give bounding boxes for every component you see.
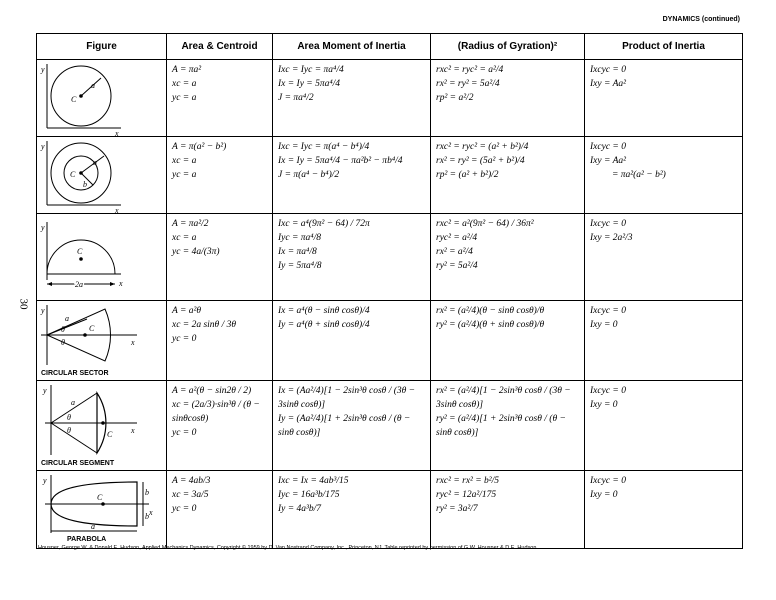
area-centroid-cell: [167, 471, 273, 549]
centroid-label: C: [71, 95, 77, 104]
formula-rxc: rxc² = ryc² = (a² + b²)/4: [436, 142, 529, 152]
product-cell: [585, 471, 743, 549]
figure-circular-sector: [37, 301, 167, 381]
gyration-cell: [431, 214, 585, 301]
formula-ixy: Ixy = 0: [590, 400, 618, 410]
table-row-parabola: [37, 471, 743, 549]
angle-lower-label: θ: [61, 338, 65, 347]
formula-xc: xc = a: [172, 233, 197, 243]
formula-ixcyc: Ixcyc = 0: [590, 65, 626, 75]
centroid-label: C: [107, 430, 113, 439]
formula-area: A = a²θ: [172, 306, 202, 316]
figure-semicircle: [37, 214, 167, 301]
formula-rxc: rxc² = ryc² = a²/4: [436, 65, 504, 75]
formula-iyc: Iyc = 16a³b/175: [278, 490, 340, 500]
table-row-circular-sector: [37, 301, 743, 381]
half-height-upper-label: b: [145, 488, 149, 497]
formula-ry: ry² = (a²/4)(θ + sinθ cosθ)/θ: [436, 320, 545, 330]
formula-xc: xc = 2a sinθ / 3θ: [172, 320, 237, 330]
col-header-radius-of-gyration: (Radius of Gyration)²: [431, 34, 585, 60]
axis-x-label: x: [115, 206, 119, 213]
gyration-cell: [431, 60, 585, 137]
section-header: DYNAMICS (continued): [662, 16, 740, 23]
gyration-cell: [431, 381, 585, 471]
segment-diagram: [37, 381, 167, 459]
annulus-diagram: [37, 137, 167, 213]
col-header-product-of-inertia: Product of Inertia: [585, 34, 743, 60]
centroid-label: C: [97, 493, 103, 502]
formula-ry: ry² = 5a²/4: [436, 261, 478, 271]
axis-x-label: x: [149, 508, 153, 517]
area-centroid-cell: [167, 137, 273, 214]
axis-y-label: y: [41, 223, 45, 232]
outer-radius-label: a: [93, 158, 97, 167]
formula-ix: Ix = πa⁴/8: [278, 247, 317, 257]
gyration-cell: [431, 301, 585, 381]
formula-ix: Ix = Iy = 5πa⁴/4 − πa²b² − πb⁴/4: [278, 156, 403, 166]
axis-x-label: x: [131, 426, 135, 435]
page-number: 30: [17, 298, 30, 310]
formula-ix: Ix = Iy = 5πa⁴/4: [278, 79, 341, 89]
product-cell: [585, 301, 743, 381]
formula-ix: Ix = (Aa²/4)[1 − 2sin³θ cosθ / (3θ − 3sinθ cosθ)]: [278, 386, 416, 410]
formula-ixy: Ixy = Aa²: [590, 79, 626, 89]
angle-lower-label: θ: [67, 426, 71, 435]
radius-label: a: [65, 314, 69, 323]
product-cell: [585, 381, 743, 471]
formula-yc: yc = 4a/(3π): [172, 247, 220, 257]
formula-ixc: Ixc = a⁴(9π² − 64) / 72π: [278, 219, 370, 229]
formula-ixc: Ixc = Iyc = πa⁴/4: [278, 65, 344, 75]
formula-area: A = π(a² − b²): [172, 142, 227, 152]
radius-label: a: [71, 398, 75, 407]
half-height-lower-label: b: [145, 512, 149, 521]
formula-rx: rx² = (a²/4)(θ − sinθ cosθ)/θ: [436, 306, 545, 316]
formula-ry: ry² = (a²/4)[1 + 2sin³θ cosθ / (θ − sinθ cosθ)]: [436, 414, 566, 438]
source-citation: Housner, George W. & Donald E. Hudson, Applied Mechanics Dynamics, Copyright © 1959 by D. Van Nostrand Company, Inc., Princeton, NJ. Table reprinted by permission of G.W. Housner & D.E. Hudson.: [38, 545, 538, 551]
formula-rx: rx² = ry² = (5a² + b²)/4: [436, 156, 525, 166]
area-centroid-cell: [167, 301, 273, 381]
figure-title: CIRCULAR SEGMENT: [41, 460, 115, 467]
figure-parabola: [37, 471, 167, 549]
formula-ixcyc: Ixcyc = 0: [590, 142, 626, 152]
formula-rxc: rxc² = a²(9π² − 64) / 36π²: [436, 219, 534, 229]
moment-cell: [273, 381, 431, 471]
formula-ixy: Ixy = Aa²: [590, 156, 626, 166]
formula-rxc: rxc² = rx² = b²/5: [436, 476, 500, 486]
formula-ryc: ryc² = a²/4: [436, 233, 478, 243]
moment-cell: [273, 137, 431, 214]
formula-ixy: Ixy = 0: [590, 490, 618, 500]
formula-xc: xc = 3a/5: [172, 490, 209, 500]
moment-cell: [273, 471, 431, 549]
formula-yc: yc = 0: [172, 428, 197, 438]
product-cell: [585, 60, 743, 137]
formula-yc: yc = 0: [172, 334, 197, 344]
formula-yc: yc = 0: [172, 504, 197, 514]
area-centroid-cell: [167, 60, 273, 137]
axis-x-label: x: [119, 279, 123, 288]
formula-area: A = a²(θ − sin2θ / 2): [172, 386, 252, 396]
table-row-circular-segment: [37, 381, 743, 471]
formula-iyc: Iyc = πa⁴/8: [278, 233, 321, 243]
figure-annulus: [37, 137, 167, 214]
area-centroid-cell: [167, 381, 273, 471]
formula-iy: Iy = (Aa²/4)[1 + 2sin³θ cosθ / (θ − sinθ cosθ)]: [278, 414, 411, 438]
angle-upper-label: θ: [67, 413, 71, 422]
figure-circle: [37, 60, 167, 137]
formula-j: J = πa⁴/2: [278, 93, 314, 103]
angle-upper-label: θ: [61, 325, 65, 334]
diameter-label: 2a: [75, 280, 83, 289]
formula-rp: rp² = a²/2: [436, 93, 474, 103]
formula-ixc: Ixc = Iyc = π(a⁴ − b⁴)/4: [278, 142, 370, 152]
formula-iy: Iy = 5πa⁴/8: [278, 261, 322, 271]
formula-rx: rx² = a²/4: [436, 247, 473, 257]
formula-ixc: Ixc = Ix = 4ab³/15: [278, 476, 349, 486]
properties-table: [36, 33, 743, 549]
inner-radius-label: b: [83, 180, 87, 189]
table-row-semicircle: [37, 214, 743, 301]
figure-circular-segment: [37, 381, 167, 471]
formula-area: A = 4ab/3: [172, 476, 211, 486]
moment-cell: [273, 214, 431, 301]
formula-ixcyc: Ixcyc = 0: [590, 306, 626, 316]
axis-y-label: y: [41, 306, 45, 315]
gyration-cell: [431, 137, 585, 214]
formula-xc: xc = a: [172, 79, 197, 89]
formula-area: A = πa²: [172, 65, 202, 75]
col-header-figure: Figure: [37, 34, 167, 60]
formula-xc: xc = a: [172, 156, 197, 166]
formula-rx: rx² = ry² = 5a²/4: [436, 79, 500, 89]
formula-ixcyc: Ixcyc = 0: [590, 386, 626, 396]
table-row-annulus: [37, 137, 743, 214]
figure-title: PARABOLA: [67, 536, 107, 543]
table-row-circle: [37, 60, 743, 137]
axis-y-label: y: [41, 65, 45, 74]
formula-ryc: ryc² = 12a²/175: [436, 490, 497, 500]
axis-y-label: y: [43, 476, 47, 485]
col-header-area-centroid: Area & Centroid: [167, 34, 273, 60]
semicircle-diagram: [37, 214, 167, 300]
centroid-label: C: [89, 324, 95, 333]
axis-y-label: y: [41, 142, 45, 151]
formula-ixy: Ixy = 2a²/3: [590, 233, 633, 243]
gyration-cell: [431, 471, 585, 549]
formula-ixy: Ixy = 0: [590, 320, 618, 330]
moment-cell: [273, 301, 431, 381]
centroid-label: C: [70, 170, 76, 179]
axis-x-label: x: [131, 338, 135, 347]
axis-y-label: y: [43, 386, 47, 395]
circle-diagram: [37, 60, 167, 136]
sector-diagram: [37, 301, 167, 369]
radius-label: a: [91, 81, 95, 90]
formula-ixy-expanded: = πa²(a² − b²): [612, 170, 666, 180]
axis-x-label: x: [115, 129, 119, 136]
formula-j: J = π(a⁴ − b⁴)/2: [278, 170, 340, 180]
product-cell: [585, 137, 743, 214]
formula-xc: xc = (2a/3)·sin³θ / (θ − sinθcosθ): [172, 400, 260, 424]
formula-rp: rp² = (a² + b²)/2: [436, 170, 499, 180]
formula-area: A = πa²/2: [172, 219, 209, 229]
parabola-diagram: [37, 471, 167, 535]
formula-ry: ry² = 3a²/7: [436, 504, 478, 514]
figure-title: CIRCULAR SECTOR: [41, 370, 109, 377]
formula-yc: yc = a: [172, 93, 197, 103]
formula-yc: yc = a: [172, 170, 197, 180]
formula-ixcyc: Ixcyc = 0: [590, 219, 626, 229]
formula-ix: Ix = a⁴(θ − sinθ cosθ)/4: [278, 306, 370, 316]
formula-ixcyc: Ixcyc = 0: [590, 476, 626, 486]
centroid-label: C: [77, 247, 83, 256]
formula-rx: rx² = (a²/4)[1 − 2sin³θ cosθ / (3θ − 3sinθ cosθ)]: [436, 386, 571, 410]
product-cell: [585, 214, 743, 301]
formula-iy: Iy = 4a³b/7: [278, 504, 322, 514]
moment-cell: [273, 60, 431, 137]
area-centroid-cell: [167, 214, 273, 301]
length-label: a: [91, 522, 95, 531]
header-row: [37, 34, 743, 60]
col-header-moment-of-inertia: Area Moment of Inertia: [273, 34, 431, 60]
formula-iy: Iy = a⁴(θ + sinθ cosθ)/4: [278, 320, 370, 330]
